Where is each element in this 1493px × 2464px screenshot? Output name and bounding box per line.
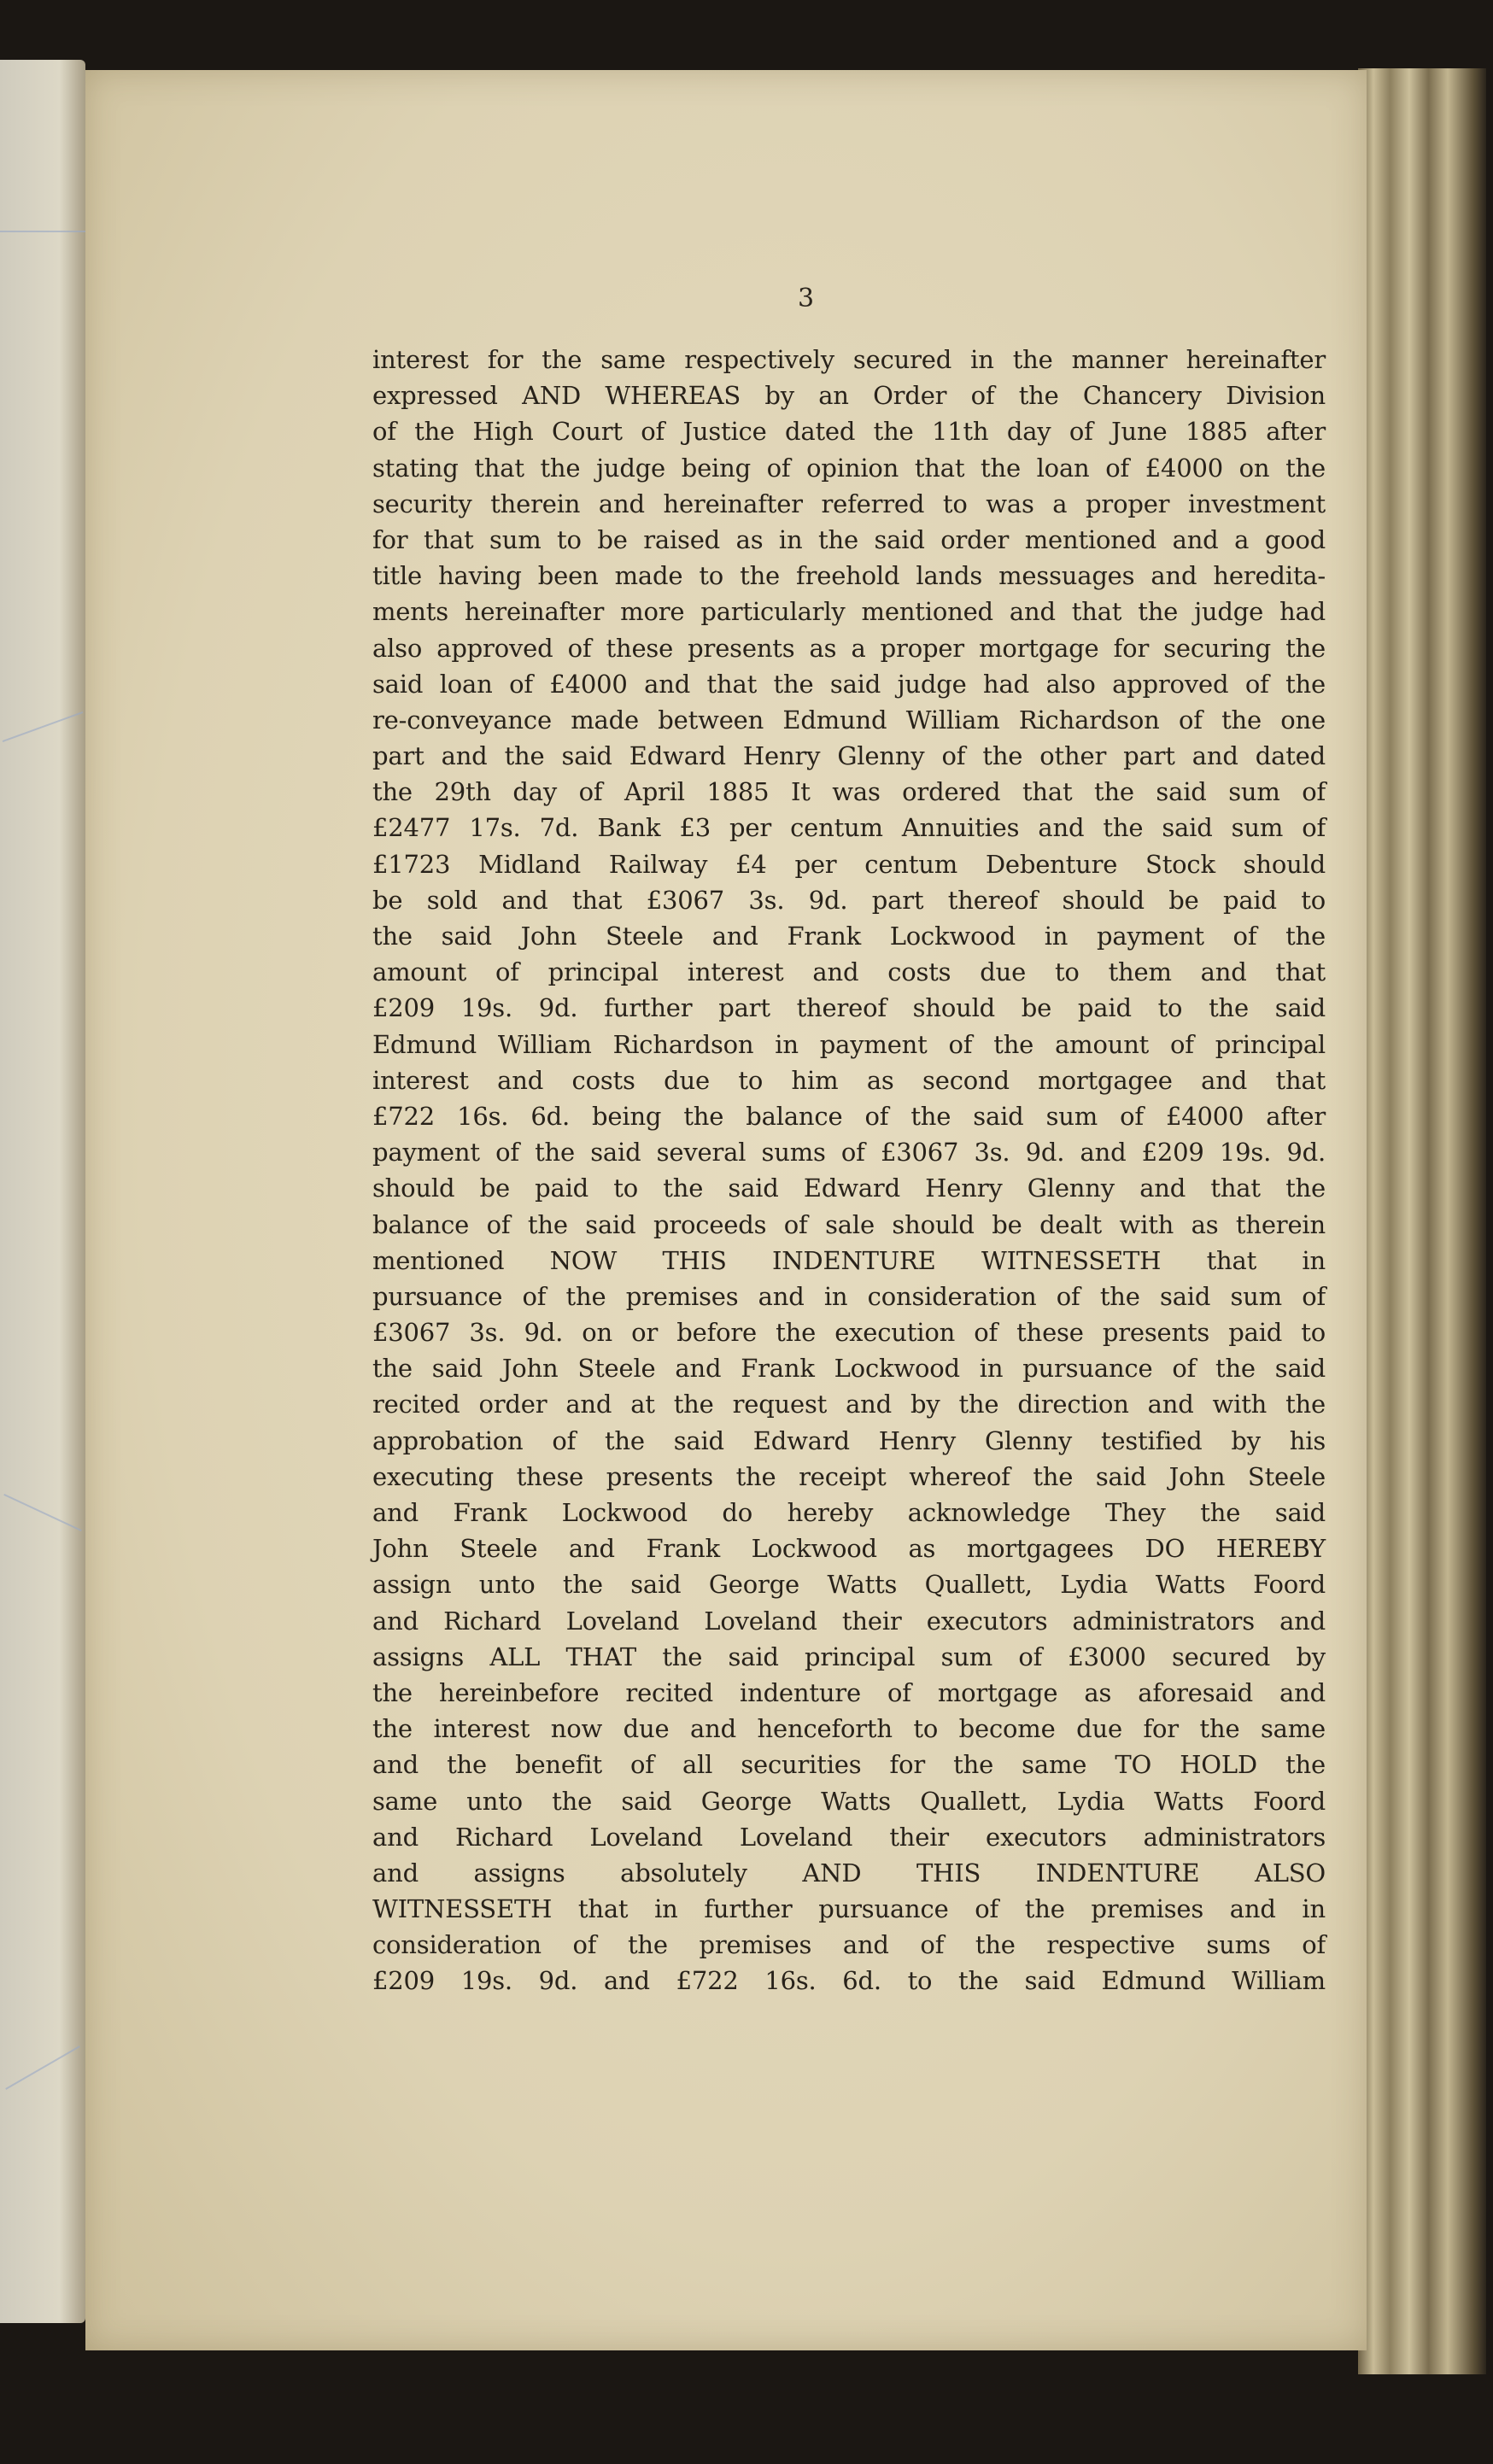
text-line: stating that the judge being of opinion that the loan of £4000 on the [372, 453, 1326, 483]
text-line: of the High Court of Justice dated the 11th day of June 1885 after [372, 417, 1326, 447]
text-line: assign unto the said George Watts Quallett, Lydia Watts Foord [372, 1570, 1326, 1600]
text-line: also approved of these presents as a proper mortgage for securing the [372, 633, 1326, 663]
text-line: payment of the said several sums of £3067 3s. 9d. and £209 19s. 9d. [372, 1138, 1326, 1168]
text-line: expressed AND WHEREAS by an Order of the Chancery Division [372, 381, 1326, 411]
text-line: amount of principal interest and costs due to them and that [372, 957, 1326, 987]
page-stack-edge [1358, 68, 1486, 2374]
text-line: security therein and hereinafter referred to was a proper investment [372, 489, 1326, 518]
text-line: £1723 Midland Railway £4 per centum Debenture Stock should [372, 849, 1326, 879]
text-line: pursuance of the premises and in consideration of the said sum of [372, 1281, 1326, 1311]
text-line: and assigns absolutely AND THIS INDENTURE ALSO [372, 1858, 1326, 1888]
text-line: the hereinbefore recited indenture of mortgage as aforesaid and [372, 1677, 1326, 1707]
text-line: and the benefit of all securities for the same TO HOLD the [372, 1750, 1326, 1780]
text-line: should be paid to the said Edward Henry Glenny and that the [372, 1173, 1326, 1203]
text-line: and Richard Loveland Loveland their executors administrators [372, 1822, 1326, 1852]
text-line: interest and costs due to him as second mortgagee and that [372, 1065, 1326, 1095]
text-line: assigns ALL THAT the said principal sum of £3000 secured by [372, 1642, 1326, 1671]
text-line: £3067 3s. 9d. on or before the execution of these presents paid to [372, 1318, 1326, 1348]
text-line: title having been made to the freehold lands messuages and heredita- [372, 561, 1326, 591]
text-line: same unto the said George Watts Quallett, Lydia Watts Foord [372, 1786, 1326, 1816]
facing-page-edge [0, 60, 85, 2323]
text-line: the said John Steele and Frank Lockwood in payment of the [372, 922, 1326, 951]
text-line: balance of the said proceeds of sale should be dealt with as therein [372, 1209, 1326, 1239]
text-line: £209 19s. 9d. further part thereof should be paid to the said [372, 993, 1326, 1023]
text-line: part and the said Edward Henry Glenny of the other part and dated [372, 741, 1326, 771]
text-line: consideration of the premises and of the respective sums of [372, 1930, 1326, 1960]
text-line: £2477 17s. 7d. Bank £3 per centum Annuities and the said sum of [372, 813, 1326, 843]
text-line: £209 19s. 9d. and £722 16s. 6d. to the said Edmund William [372, 1966, 1326, 1996]
text-line: be sold and that £3067 3s. 9d. part thereof should be paid to [372, 885, 1326, 915]
text-line: for that sum to be raised as in the said order mentioned and a good [372, 524, 1326, 554]
text-line: ments hereinafter more particularly mentioned and that the judge had [372, 597, 1326, 627]
text-line: the said John Steele and Frank Lockwood in pursuance of the said [372, 1354, 1326, 1384]
text-line: approbation of the said Edward Henry Glenny testified by his [372, 1425, 1326, 1455]
text-line: re-conveyance made between Edmund William Richardson of the one [372, 705, 1326, 735]
text-line: and Frank Lockwood do hereby acknowledge They the said [372, 1498, 1326, 1527]
text-line: recited order and at the request and by the direction and with the [372, 1390, 1326, 1419]
page-number: 3 [798, 284, 815, 313]
text-line: John Steele and Frank Lockwood as mortgagees DO HEREBY [372, 1534, 1326, 1564]
text-line: said loan of £4000 and that the said judge had also approved of the [372, 669, 1326, 699]
document-page [85, 70, 1367, 2350]
text-line: executing these presents the receipt whereof the said John Steele [372, 1461, 1326, 1491]
text-line: the 29th day of April 1885 It was ordered that the said sum of [372, 777, 1326, 807]
text-line: interest for the same respectively secured in the manner hereinafter [372, 345, 1326, 374]
text-line: and Richard Loveland Loveland their executors administrators and [372, 1606, 1326, 1636]
text-line: mentioned NOW THIS INDENTURE WITNESSETH that in [372, 1245, 1326, 1275]
body-text [372, 342, 1326, 1999]
text-line: the interest now due and henceforth to become due for the same [372, 1714, 1326, 1744]
text-line: £722 16s. 6d. being the balance of the said sum of £4000 after [372, 1101, 1326, 1131]
text-line: WITNESSETH that in further pursuance of the premises and in [372, 1894, 1326, 1924]
text-line: Edmund William Richardson in payment of the amount of principal [372, 1029, 1326, 1059]
